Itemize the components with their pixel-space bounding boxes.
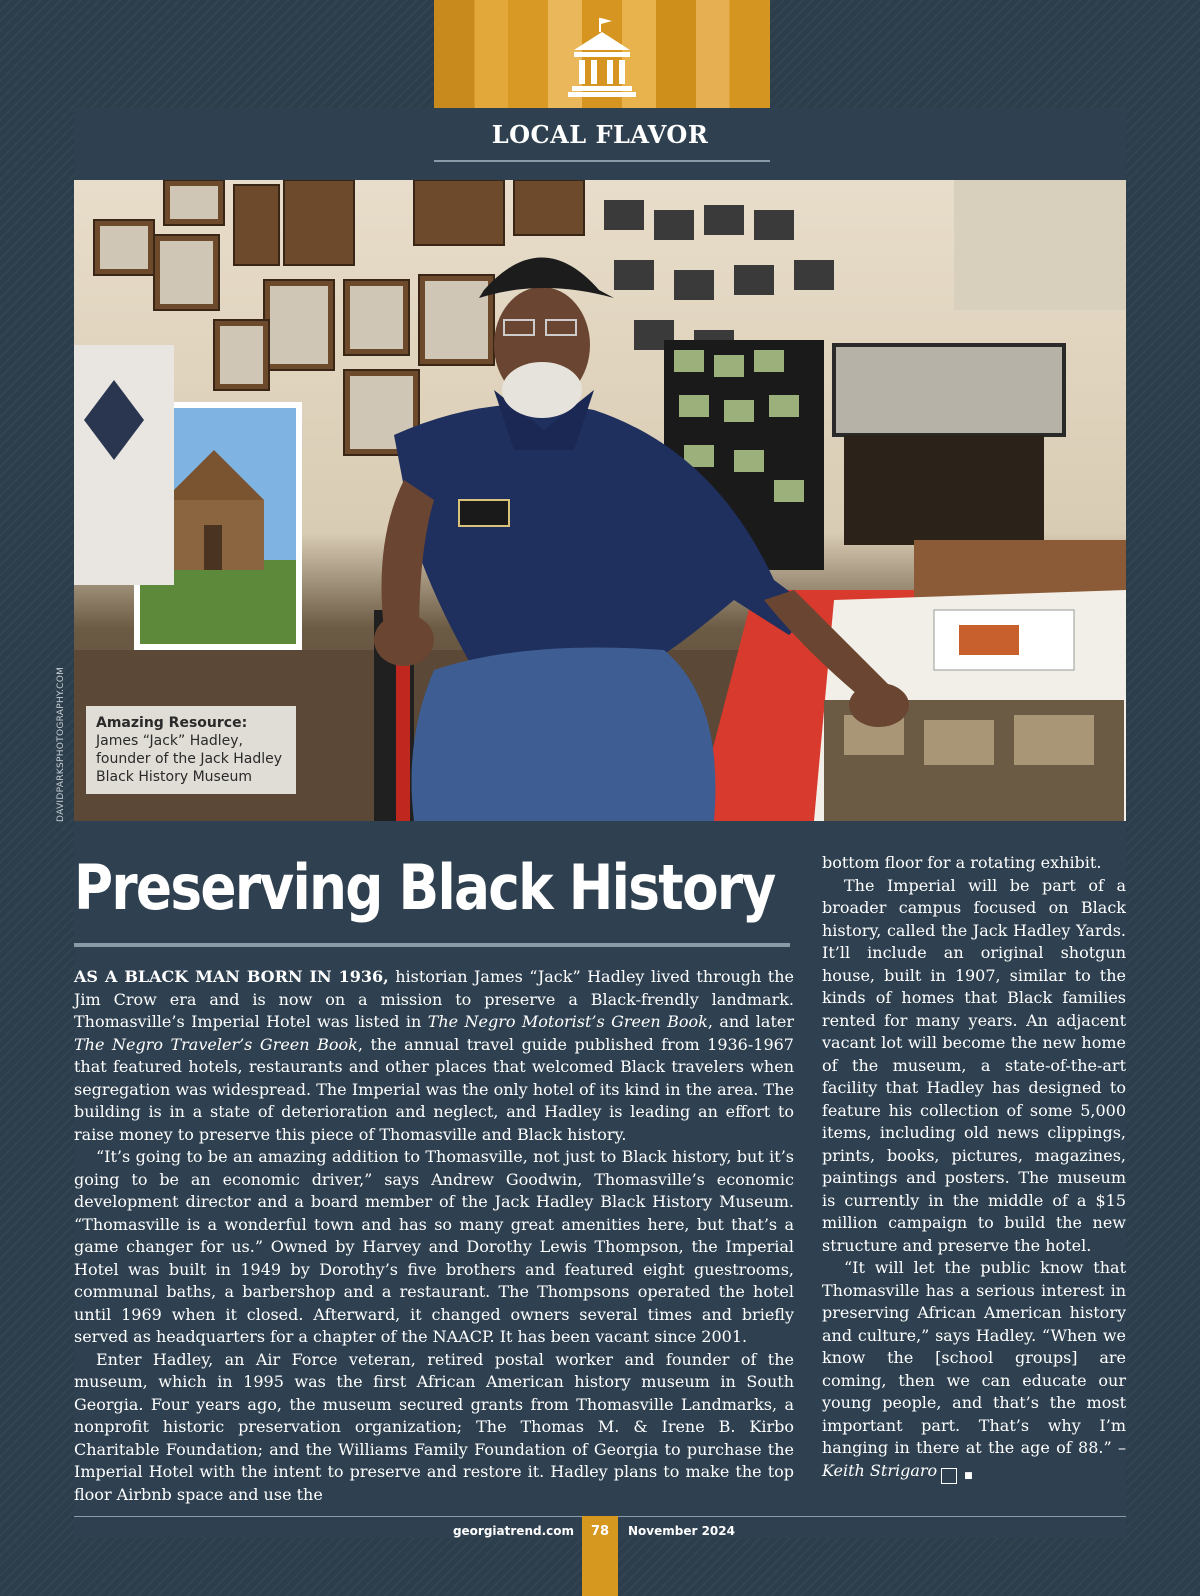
- section-divider: [434, 160, 770, 162]
- section-title: LOCAL FLAVOR: [491, 120, 709, 149]
- headline-divider: [74, 943, 790, 947]
- paragraph-4: bottom floor for a rotating exhibit.: [822, 853, 1102, 872]
- paragraph-6: “It will let the public know that Thomasville has a serious interest in preserving African American history and culture,” says Hadley. “When we know the [school groups] are coming, then we can educate our young people, and that’s the most important part. That’s why I’m hanging in there at the age of 88.” – Keith Strigaro ■: [822, 1257, 1126, 1484]
- caption-text: James “Jack” Hadley, founder of the Jack Hadley Black History Museum: [96, 733, 283, 785]
- caption-heading: Amazing Resource:: [96, 715, 248, 731]
- museum-building-icon: [566, 16, 638, 98]
- book-title: The Negro Motorist’s Green Book: [427, 1012, 708, 1031]
- magazine-end-mark-icon: ■: [941, 1468, 957, 1484]
- photo-credit: DAVIDPARKSPHOTOGRAPHY.COM: [56, 666, 66, 822]
- article-column-2: [822, 852, 1126, 1484]
- paragraph-2: “It’s going to be an amazing addition to Thomasville, not just to Black history, but it’s going to be an economic driver,” says Andrew Goodwin, Thomasville’s economic development director and a board member of the Jack Hadley Black History Museum. “Thomasville is a wonderful town and has so many great amenities here, but that’s a game changer for us.” Owned by Harvey and Dorothy Lewis Thompson, the Imperial Hotel was built in 1949 by Dorothy’s five brothers and featured eight guestrooms, communal baths, a barbershop and a restaurant. The Thompsons operated the hotel until 1969 when it closed. Afterward, it changed owners several times and briefly served as headquarters for a chapter of the NAACP. It has been vacant since 2001.: [74, 1147, 794, 1346]
- lead-in: AS A BLACK MAN BORN IN 1936,: [74, 967, 389, 986]
- paragraph-1: AS A BLACK MAN BORN IN 1936, historian James “Jack” Hadley lived through the Jim Crow era and is now on a mission to preserve a Black-frendly landmark. Thomasville’s Imperial Hotel was listed in The Negro Motorist’s Green Book, and later The Negro Traveler’s Green Book, the annual travel guide published from 1936-1967 that featured hotels, restaurants and other places that welcomed Black travelers when segregation was widespread. The Imperial was the only hotel of its kind in the area. The building is in a state of deterioration and neglect, and Hadley is leading an effort to raise money to preserve this piece of Thomasville and Black history.: [74, 967, 794, 1144]
- photo-caption: [86, 706, 296, 794]
- article-column-1: [74, 966, 794, 1506]
- paragraph-5: The Imperial will be part of a broader campus focused on Black history, called the Jack Hadley Yards. It’ll include an original shotgun house, built in 1907, similar to the kinds of homes that Black families rented for many years. An adjacent vacant lot will become the new home of the museum, a state-of-the-art facility that Hadley has designed to feature his collection of some 5,000 items, including old news clippings, prints, books, pictures, magazines, paintings and posters. The museum is currently in the middle of a $15 million campaign to build the new structure and preserve the hotel.: [822, 875, 1126, 1255]
- page-number: 78: [590, 1524, 610, 1539]
- article-headline: Preserving Black History: [74, 851, 775, 924]
- footer-site: georgiatrend.com: [452, 1524, 574, 1538]
- header-banner: [434, 0, 770, 108]
- footer-issue-date: November 2024: [628, 1524, 735, 1538]
- paragraph-3: Enter Hadley, an Air Force veteran, retired postal worker and founder of the museum, which in 1995 was the first African American history museum in South Georgia. Four years ago, the museum secured grants from Thomasville Landmarks, a nonprofit historic preservation organization; The Thomas M. & Irene B. Kirbo Charitable Foundation; and the Williams Family Foundation of Georgia to purchase the Imperial Hotel with the intent to preserve and restore it. Hadley plans to make the top floor Airbnb space and use the: [74, 1349, 794, 1504]
- book-title: The Negro Traveler’s Green Book: [74, 1034, 358, 1054]
- byline: Keith Strigaro: [822, 1460, 938, 1480]
